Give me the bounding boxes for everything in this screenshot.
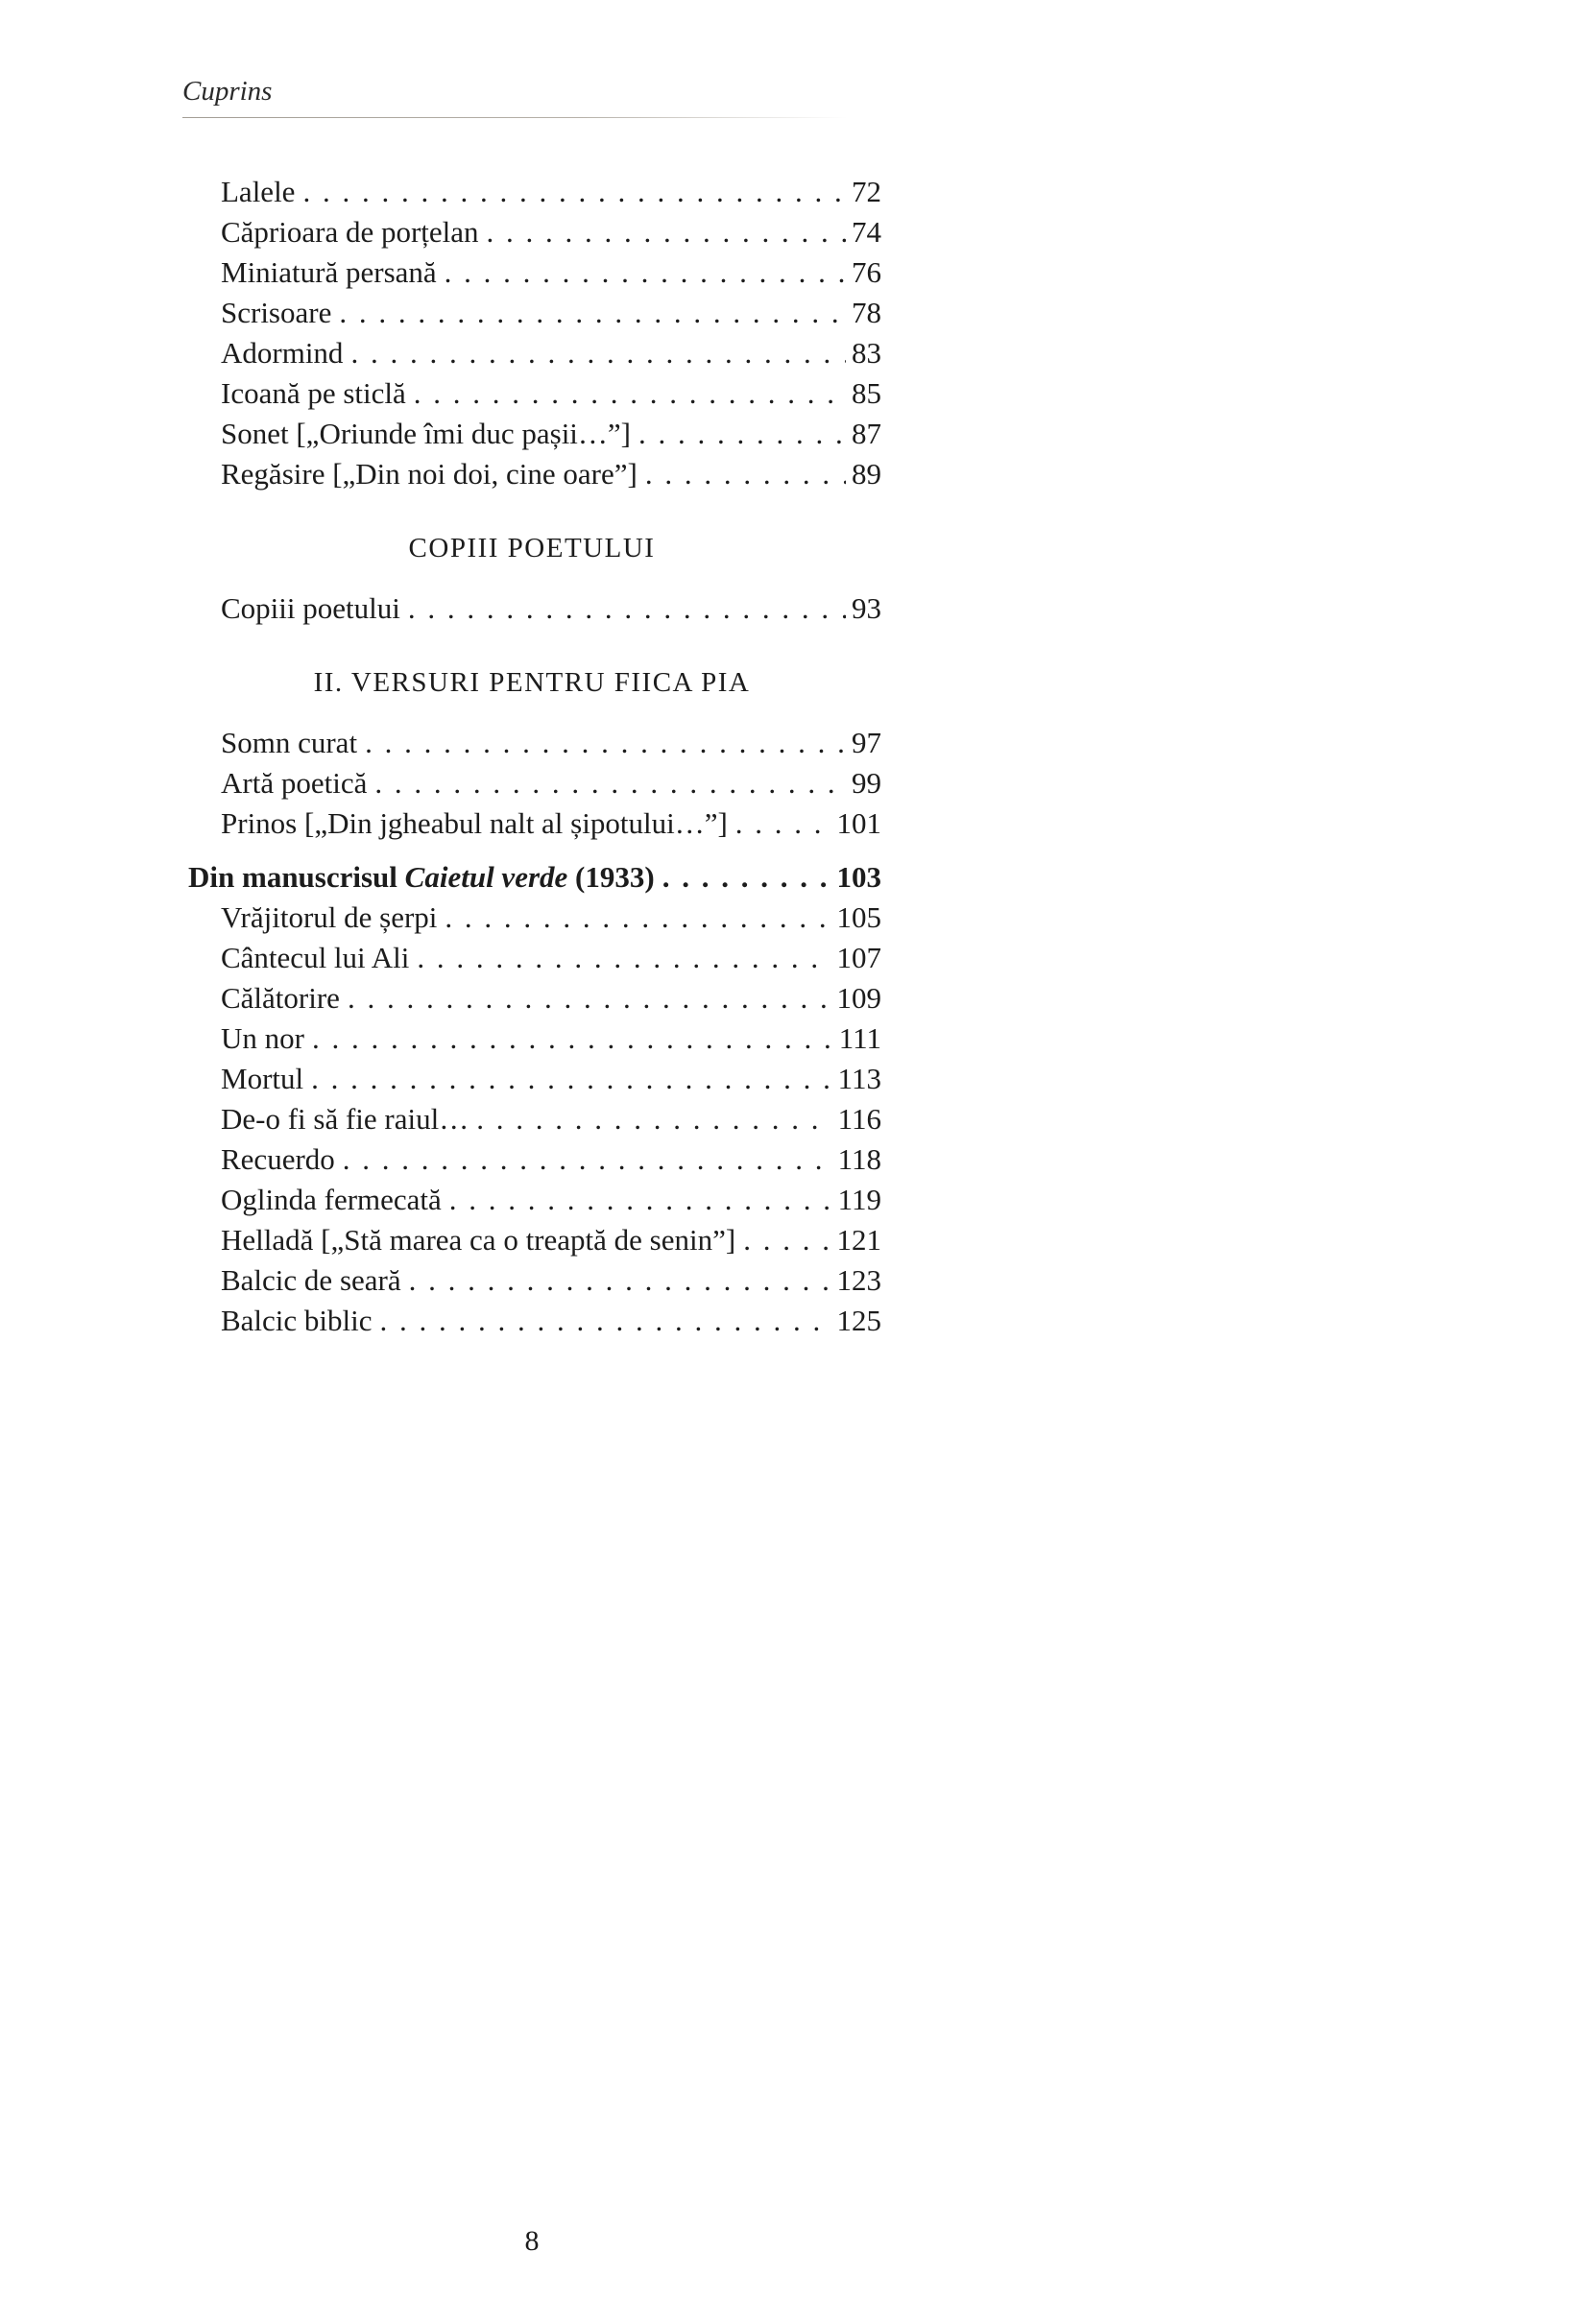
toc-entry-title: Recuerdo: [221, 1142, 335, 1176]
toc-entry: [182, 1260, 881, 1301]
manuscript-prefix: Din manuscrisul: [188, 860, 405, 894]
toc-entry-title: Sonet [„Oriunde îmi duc pașii…”]: [221, 417, 632, 450]
toc-entry-title: Artă poetică: [221, 766, 368, 800]
dot-leader: [348, 978, 831, 1018]
dot-leader: [662, 857, 831, 898]
page-number-ref: 107: [836, 941, 881, 974]
dot-leader: [445, 898, 830, 938]
page-number-ref: 119: [837, 1183, 881, 1216]
toc-group-3: [182, 723, 881, 844]
dot-leader: [380, 1301, 831, 1341]
page-number-ref: 105: [836, 900, 881, 934]
page-number-ref: 111: [838, 1021, 881, 1055]
page-number-ref: 78: [852, 296, 881, 329]
toc-entry: [182, 723, 881, 763]
toc-entry-title: Oglinda fermecată: [221, 1183, 442, 1216]
page-number-ref: 125: [836, 1304, 881, 1337]
toc-entry: [182, 763, 881, 803]
toc-entry-title: Balcic biblic: [221, 1304, 373, 1337]
toc-entry: [182, 803, 881, 844]
page-number-ref: 118: [837, 1142, 881, 1176]
dot-leader: [735, 803, 831, 844]
toc-entry-title: De-o fi să fie raiul…: [221, 1102, 469, 1136]
toc-entry-title: Adormind: [221, 336, 344, 370]
toc-entry-title: Copiii poetului: [221, 591, 400, 625]
dot-leader: [638, 414, 846, 454]
dot-leader: [743, 1220, 830, 1260]
toc-entry: [182, 333, 881, 373]
dot-leader: [414, 373, 846, 414]
toc-entry: [182, 252, 881, 293]
toc-entry: [182, 172, 881, 212]
toc-entry: [182, 1301, 881, 1341]
dot-leader: [645, 454, 846, 494]
toc-entry-title: Prinos [„Din jgheabul nalt al șipotului…”]: [221, 806, 728, 840]
dot-leader: [445, 252, 846, 293]
header-rule: [182, 117, 847, 118]
toc-entry: [182, 212, 881, 252]
manuscript-suffix: (1933): [567, 860, 655, 894]
page-number-ref: 109: [836, 981, 881, 1015]
dot-leader: [409, 1260, 831, 1301]
dot-leader: [408, 588, 846, 629]
dot-leader: [449, 1180, 832, 1220]
dot-leader: [365, 723, 846, 763]
page-number-ref: 113: [837, 1062, 881, 1095]
toc-entry: [182, 293, 881, 333]
toc-entry: [182, 898, 881, 938]
page-number-ref: 116: [837, 1102, 881, 1136]
toc-entry-title: Mortul: [221, 1062, 304, 1095]
folio-page-number: 8: [524, 2225, 540, 2257]
toc-entry-title: Scrisoare: [221, 296, 332, 329]
toc-entry-title: Balcic de seară: [221, 1263, 401, 1297]
toc-entry-title: Lalele: [221, 175, 296, 208]
page-number-ref: 74: [852, 215, 881, 249]
running-head: Cuprins: [182, 76, 273, 107]
page-number-ref: 76: [852, 255, 881, 289]
section-heading-versuri-pentru-fiica-pia: II. VERSURI PENTRU FIICA PIA: [313, 667, 751, 698]
toc-entry: [182, 588, 881, 629]
toc-entry-title: Miniatură persană: [221, 255, 437, 289]
toc-entry: [182, 414, 881, 454]
manuscript-italic-title: Caietul verde: [404, 860, 568, 894]
toc-entry-title: Somn curat: [221, 726, 358, 759]
page-number-ref: 121: [836, 1223, 881, 1257]
toc-entry-title: Un nor: [221, 1021, 304, 1055]
page-number-ref: 85: [852, 376, 881, 410]
toc-group-4: [182, 898, 881, 1341]
toc-entry-title: Căprioara de porțelan: [221, 215, 479, 249]
page-number-ref: 99: [852, 766, 881, 800]
toc-group-1: [182, 172, 881, 494]
dot-leader: [487, 212, 846, 252]
page-number-ref: 93: [852, 591, 881, 625]
dot-leader: [476, 1099, 831, 1139]
toc-entry: [182, 373, 881, 414]
toc-entry-title: Vrăjitorul de șerpi: [221, 900, 438, 934]
toc-entry-title: Călătorire: [221, 981, 340, 1015]
toc-entry: [182, 454, 881, 494]
text-block: [182, 75, 881, 1341]
toc-entry: [182, 1099, 881, 1139]
dot-leader: [417, 938, 830, 978]
toc-entry-title: Regăsire [„Din noi doi, cine oare”]: [221, 457, 638, 491]
toc-entry: [182, 1139, 881, 1180]
page-number-ref: 97: [852, 726, 881, 759]
toc-entry-title: Helladă [„Stă marea ca o treaptă de senin”]: [221, 1223, 736, 1257]
toc-entry: [182, 1220, 881, 1260]
toc-entry: [182, 978, 881, 1018]
page-number-ref: 83: [852, 336, 881, 370]
toc-entry: [182, 1059, 881, 1099]
page-number-ref: 101: [836, 806, 881, 840]
dot-leader: [374, 763, 846, 803]
page-number-ref: 87: [852, 417, 881, 450]
dot-leader: [302, 172, 846, 212]
toc-entry: [182, 1018, 881, 1059]
dot-leader: [339, 293, 846, 333]
page-number-ref: 123: [836, 1263, 881, 1297]
dot-leader: [311, 1059, 832, 1099]
toc-entry: [182, 938, 881, 978]
page-number-ref: 72: [852, 175, 881, 208]
toc-entry: [182, 1180, 881, 1220]
toc-entry-title: Icoană pe sticlă: [221, 376, 406, 410]
dot-leader: [350, 333, 846, 373]
dot-leader: [312, 1018, 833, 1059]
toc-entry-manuscript-heading: [182, 857, 881, 898]
toc-entry-title: Cântecul lui Ali: [221, 941, 410, 974]
toc-entry-title: [188, 857, 655, 898]
dot-leader: [343, 1139, 832, 1180]
section-heading-copiii-poetului: COPIII POETULUI: [408, 533, 656, 563]
page-number-ref: 103: [836, 860, 881, 894]
toc-group-2: [182, 588, 881, 629]
page-number-ref: 89: [852, 457, 881, 491]
